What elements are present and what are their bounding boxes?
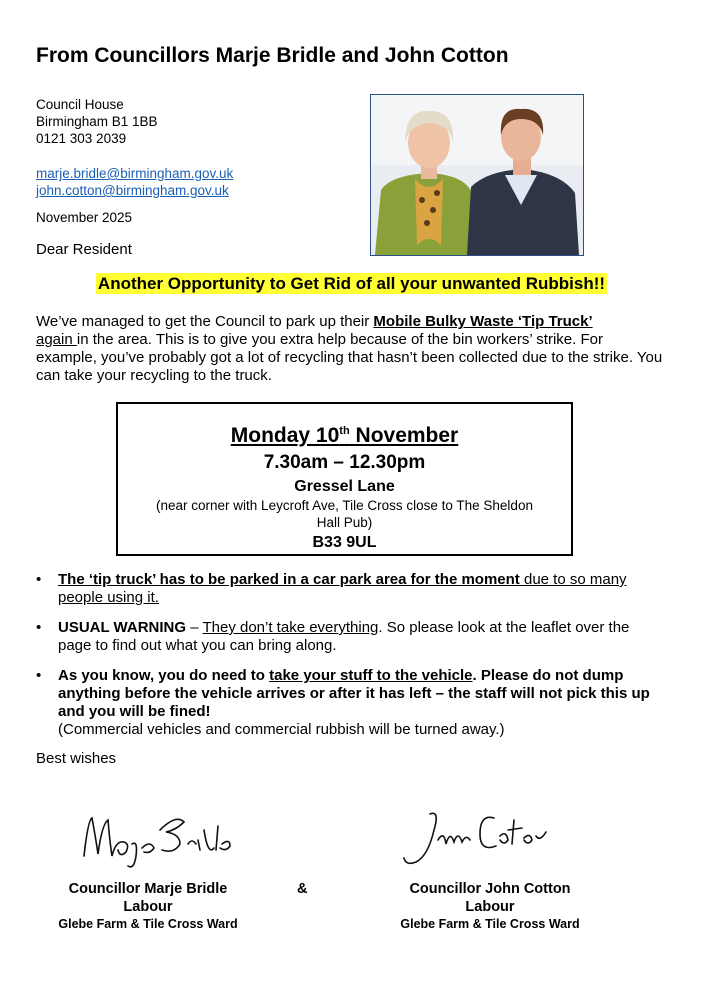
email-block [36, 165, 233, 199]
event-details-box [116, 402, 573, 556]
email-link-bridle[interactable]: marje.bridle@birmingham.gov.uk [36, 166, 234, 181]
signature-marje-bridle [80, 800, 240, 874]
bullet-2-bold: USUAL WARNING [58, 619, 187, 636]
event-street: Gressel Lane [294, 478, 395, 495]
signatory-right-name: Councillor John Cotton [409, 881, 571, 897]
tip-truck-link-text: Mobile Bulky Waste ‘Tip Truck’ [373, 313, 593, 330]
event-date [118, 418, 571, 449]
event-month: November [349, 424, 459, 447]
bullet-2-rest: . So please look at the leaflet over the page to find out what you can bring along. [58, 619, 630, 654]
bullet-3-note: (Commercial vehicles and commercial rubbish will be turned away.) [58, 721, 505, 738]
intro-paragraph [36, 313, 666, 385]
headline: Another Opportunity to Get Rid of all your unwanted Rubbish!! [97, 274, 606, 293]
bullet-3-underline: take your stuff to the vehicle [269, 667, 473, 684]
bullet-item-vehicle [36, 667, 666, 739]
bullet-dot-icon: • [36, 571, 42, 588]
event-postcode: B33 9UL [312, 534, 377, 551]
phone-number: 0121 303 2039 [36, 131, 127, 146]
bullet-1-rest: due to so many people using it. [58, 571, 627, 606]
bullet-2-dash: – [186, 619, 203, 636]
event-location-note: (near corner with Leycroft Ave, Tile Cross close to The Sheldon Hall Pub) [156, 498, 533, 530]
signatory-left-ward: Glebe Farm & Tile Cross Ward [58, 917, 238, 931]
letter-date: November 2025 [36, 210, 133, 225]
bullet-dot-icon: • [36, 667, 42, 684]
signature-john-cotton [400, 800, 560, 874]
councillors-photo [370, 94, 584, 256]
headline-row [0, 274, 703, 294]
bullet-item-warning [36, 619, 666, 655]
bullet-3-bold-2: . Please do not dump anything before the vehicle arrives or after it has left – the staff will not pick this up and you will be fined! [58, 667, 650, 720]
signatory-right-ward: Glebe Farm & Tile Cross Ward [400, 917, 580, 931]
event-day-suffix: th [339, 425, 350, 437]
event-day: Monday 10 [230, 424, 340, 447]
bullet-2-underline: They don’t take everything [202, 619, 379, 636]
councillors-photo-illustration [371, 95, 583, 255]
signatory-ampersand: & [297, 881, 308, 897]
intro-text-2: in the area. This is to give you extra help because of the bin workers’ strike. For example, you’ve probably got a lot of recycling that hasn’t been collected due to the strike. You can take your recycling to the truck. [36, 331, 663, 384]
signatory-right [378, 880, 602, 933]
page-title: From Councillors Marje Bridle and John Cotton [36, 44, 509, 67]
info-bullet-list [36, 571, 666, 739]
bullet-dot-icon: • [36, 619, 42, 636]
signatory-right-party: Labour [465, 899, 515, 915]
bullet-3-bold-1: As you know, you do need to [58, 667, 270, 684]
email-link-cotton[interactable]: john.cotton@birmingham.gov.uk [36, 183, 229, 198]
event-time: 7.30am – 12.30pm [263, 452, 426, 473]
address-block [36, 96, 158, 147]
signatory-left-name: Councillor Marje Bridle [68, 881, 228, 897]
signatory-left [36, 880, 260, 933]
address-line-1: Council House [36, 97, 124, 112]
bullet-1-bold: The ‘tip truck’ has to be parked in a car park area for the moment [58, 571, 520, 588]
salutation: Dear Resident [36, 241, 132, 258]
bullet-item-parking [36, 571, 666, 607]
intro-again: again [36, 331, 77, 348]
intro-text-1: We’ve managed to get the Council to park up their [36, 313, 374, 330]
closing: Best wishes [36, 750, 117, 767]
address-line-2: Birmingham B1 1BB [36, 114, 158, 129]
signatory-left-party: Labour [123, 899, 173, 915]
